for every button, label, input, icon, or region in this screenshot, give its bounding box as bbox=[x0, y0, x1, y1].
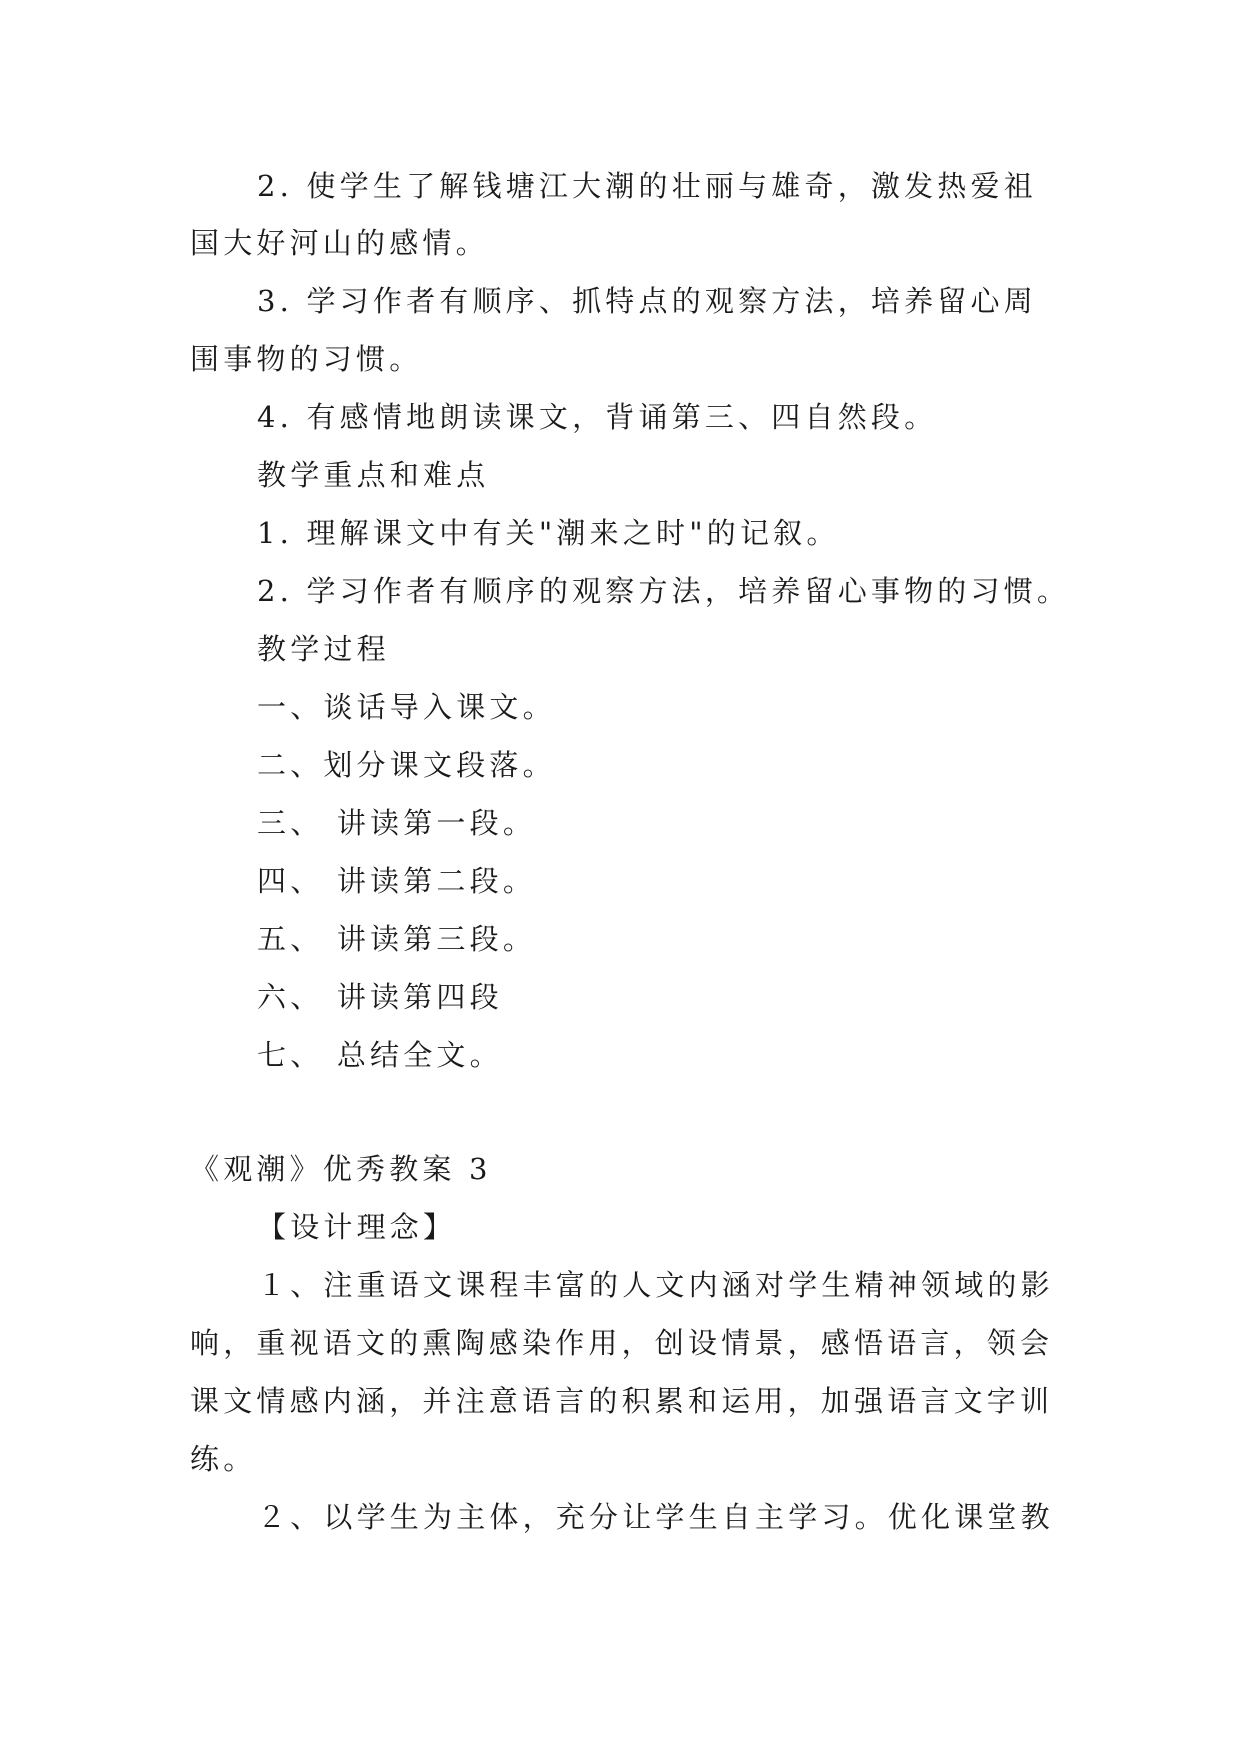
objective-2-line-2: 国大好河山的感情。 bbox=[190, 226, 489, 260]
process-step-3: 三、 讲读第一段。 bbox=[257, 806, 537, 840]
section-heading-key-points: 教学重点和难点 bbox=[257, 458, 490, 492]
objective-3-line-1: 3. 学习作者有顺序、抓特点的观察方法，培养留心周 bbox=[257, 284, 1037, 318]
concept-1-line-1: １、注重语文课程丰富的人文内涵对学生精神领域的影 bbox=[257, 1268, 1054, 1302]
section-heading-process: 教学过程 bbox=[257, 632, 390, 666]
objective-3-line-2: 围事物的习惯。 bbox=[190, 342, 423, 376]
concept-1-line-4: 练。 bbox=[190, 1442, 257, 1476]
concept-2-line-1: ２、以学生为主体，充分让学生自主学习。优化课堂教 bbox=[257, 1500, 1054, 1534]
concept-1-line-3: 课文情感内涵，并注意语言的积累和运用，加强语言文字训 bbox=[190, 1384, 1054, 1418]
section-heading-design-concept: 【设计理念】 bbox=[257, 1210, 457, 1244]
process-step-2: 二、划分课文段落。 bbox=[257, 748, 556, 782]
concept-1-line-2: 响，重视语文的熏陶感染作用，创设情景，感悟语言，领会 bbox=[190, 1326, 1054, 1360]
process-step-6: 六、 讲读第四段 bbox=[257, 980, 503, 1014]
objective-2-line-1: 2. 使学生了解钱塘江大潮的壮丽与雄奇，激发热爱祖 bbox=[257, 169, 1037, 203]
process-step-5: 五、 讲读第三段。 bbox=[257, 922, 537, 956]
objective-4: 4. 有感情地朗读课文，背诵第三、四自然段。 bbox=[257, 400, 938, 434]
key-point-1: 1. 理解课文中有关"潮来之时"的记叙。 bbox=[257, 516, 840, 550]
process-step-4: 四、 讲读第二段。 bbox=[257, 864, 537, 898]
process-step-7: 七、 总结全文。 bbox=[257, 1038, 503, 1072]
process-step-1: 一、谈话导入课文。 bbox=[257, 690, 556, 724]
key-point-2: 2. 学习作者有顺序的观察方法，培养留心事物的习惯。 bbox=[257, 574, 1071, 608]
lesson-plan-title: 《观潮》优秀教案 3 bbox=[190, 1152, 492, 1186]
